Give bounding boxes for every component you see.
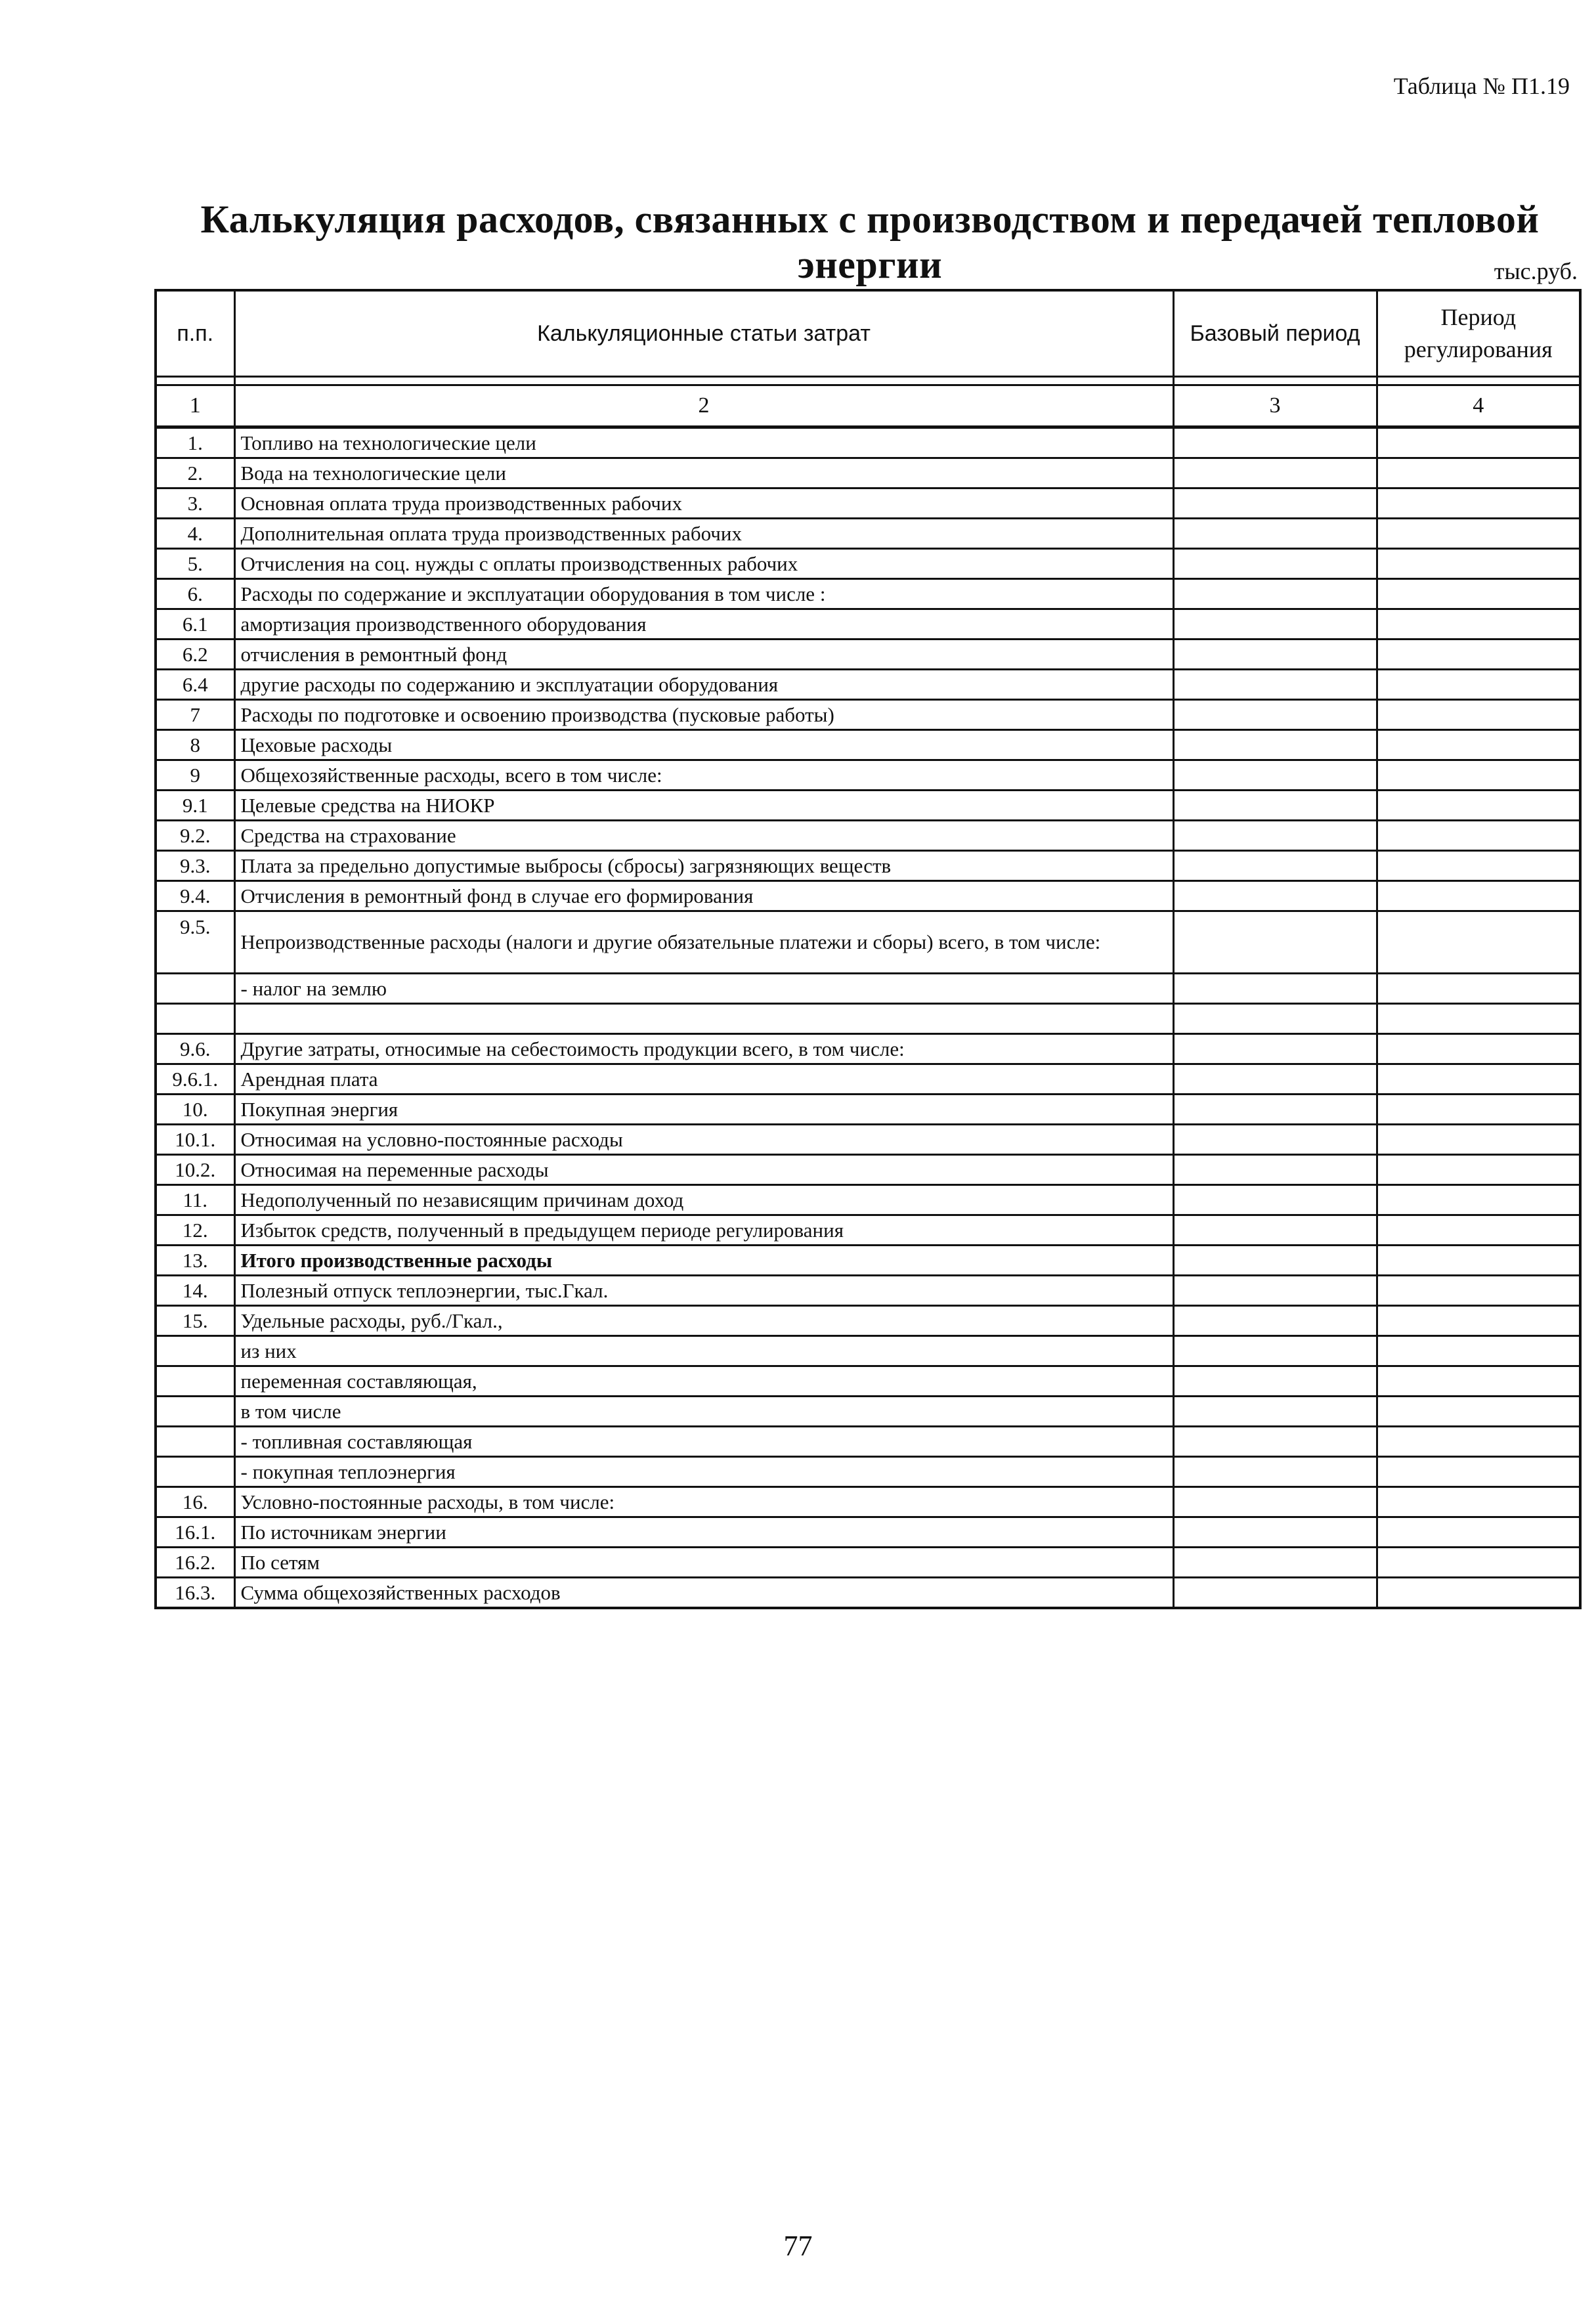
cost-item-label: Расходы по подготовке и освоению производства (пусковые работы) xyxy=(234,700,1173,730)
cost-item-label: из них xyxy=(234,1336,1173,1366)
header-base-period: Базовый период xyxy=(1173,290,1377,377)
regulation-period-cell xyxy=(1377,549,1580,579)
table-row xyxy=(156,1306,1580,1336)
cost-item-label: Общехозяйственные расходы, всего в том числе: xyxy=(234,760,1173,791)
table-row xyxy=(156,640,1580,670)
cost-item-label: - топливная составляющая xyxy=(234,1427,1173,1457)
table-row xyxy=(156,1215,1580,1246)
table-number: Таблица № П1.19 xyxy=(1393,73,1570,99)
row-number: 10.1. xyxy=(156,1125,234,1155)
base-period-cell xyxy=(1173,1276,1377,1306)
regulation-period-cell xyxy=(1377,911,1580,974)
header-regulation-period: Период регулирования xyxy=(1377,290,1580,377)
base-period-cell xyxy=(1173,427,1377,458)
base-period-cell xyxy=(1173,821,1377,851)
base-period-cell xyxy=(1173,1034,1377,1064)
row-number: 10.2. xyxy=(156,1155,234,1185)
row-number: 9.4. xyxy=(156,881,234,911)
base-period-cell xyxy=(1173,1397,1377,1427)
row-number: 5. xyxy=(156,549,234,579)
base-period-cell xyxy=(1173,579,1377,609)
row-number: 9.2. xyxy=(156,821,234,851)
regulation-period-cell xyxy=(1377,579,1580,609)
cost-item-label: Удельные расходы, руб./Гкал., xyxy=(234,1306,1173,1336)
regulation-period-cell xyxy=(1377,670,1580,700)
regulation-period-cell xyxy=(1377,519,1580,549)
base-period-cell xyxy=(1173,640,1377,670)
regulation-period-cell xyxy=(1377,1578,1580,1609)
base-period-cell xyxy=(1173,1457,1377,1487)
regulation-period-cell xyxy=(1377,458,1580,488)
base-period-cell xyxy=(1173,1246,1377,1276)
cost-item-label: Сумма общехозяйственных расходов xyxy=(234,1578,1173,1609)
base-period-cell xyxy=(1173,1155,1377,1185)
cost-item-label: амортизация производственного оборудования xyxy=(234,609,1173,640)
row-number: 6.4 xyxy=(156,670,234,700)
row-number: 16.1. xyxy=(156,1517,234,1548)
base-period-cell xyxy=(1173,1064,1377,1095)
table-row xyxy=(156,1034,1580,1064)
regulation-period-cell xyxy=(1377,1366,1580,1397)
cost-item-label: Вода на технологические цели xyxy=(234,458,1173,488)
row-number: 14. xyxy=(156,1276,234,1306)
header-number: п.п. xyxy=(156,290,234,377)
document-title: Калькуляция расходов, связанных с производством и передачей тепловой энергии xyxy=(200,198,1540,286)
base-period-cell xyxy=(1173,670,1377,700)
table-row xyxy=(156,1578,1580,1609)
row-number: 6.2 xyxy=(156,640,234,670)
base-period-cell xyxy=(1173,1336,1377,1366)
column-number: 2 xyxy=(234,385,1173,427)
row-number: 16. xyxy=(156,1487,234,1517)
cost-item-label: Недополученный по независящим причинам доход xyxy=(234,1185,1173,1215)
cost-item-label: Расходы по содержание и эксплуатации оборудования в том числе : xyxy=(234,579,1173,609)
regulation-period-cell xyxy=(1377,1034,1580,1064)
table-row xyxy=(156,1125,1580,1155)
regulation-period-cell xyxy=(1377,1548,1580,1578)
table-row xyxy=(156,1155,1580,1185)
column-number: 4 xyxy=(1377,385,1580,427)
cost-item-label: Покупная энергия xyxy=(234,1095,1173,1125)
row-number: 13. xyxy=(156,1246,234,1276)
base-period-cell xyxy=(1173,974,1377,1004)
units-label: тыс.руб. xyxy=(1494,258,1578,284)
table-row xyxy=(156,730,1580,760)
row-number: 9.3. xyxy=(156,851,234,881)
base-period-cell xyxy=(1173,881,1377,911)
regulation-period-cell xyxy=(1377,730,1580,760)
regulation-period-cell xyxy=(1377,1276,1580,1306)
cost-item-label: Целевые средства на НИОКР xyxy=(234,791,1173,821)
row-number: 16.2. xyxy=(156,1548,234,1578)
row-number: 9.1 xyxy=(156,791,234,821)
base-period-cell xyxy=(1173,1548,1377,1578)
table-row xyxy=(156,549,1580,579)
cost-item-label: Относимая на переменные расходы xyxy=(234,1155,1173,1185)
regulation-period-cell xyxy=(1377,974,1580,1004)
cost-calculation-table xyxy=(154,289,1582,1609)
row-number xyxy=(156,974,234,1004)
row-number: 6. xyxy=(156,579,234,609)
row-number xyxy=(156,1397,234,1427)
base-period-cell xyxy=(1173,1125,1377,1155)
table-row xyxy=(156,427,1580,458)
base-period-cell xyxy=(1173,549,1377,579)
row-number: 7 xyxy=(156,700,234,730)
regulation-period-cell xyxy=(1377,609,1580,640)
row-number: 15. xyxy=(156,1306,234,1336)
table-row xyxy=(156,1548,1580,1578)
base-period-cell xyxy=(1173,1487,1377,1517)
row-number: 1. xyxy=(156,427,234,458)
regulation-period-cell xyxy=(1377,1336,1580,1366)
column-number-row xyxy=(156,385,1580,427)
table-row xyxy=(156,821,1580,851)
table-row xyxy=(156,911,1580,974)
base-period-cell xyxy=(1173,1185,1377,1215)
regulation-period-cell xyxy=(1377,1487,1580,1517)
row-number xyxy=(156,1366,234,1397)
table-row xyxy=(156,1064,1580,1095)
cost-item-label: в том числе xyxy=(234,1397,1173,1427)
table-row xyxy=(156,609,1580,640)
row-number xyxy=(156,1004,234,1034)
regulation-period-cell xyxy=(1377,1185,1580,1215)
table-row xyxy=(156,458,1580,488)
cost-item-label: По сетям xyxy=(234,1548,1173,1578)
base-period-cell xyxy=(1173,609,1377,640)
regulation-period-cell xyxy=(1377,791,1580,821)
base-period-cell xyxy=(1173,519,1377,549)
base-period-cell xyxy=(1173,1004,1377,1034)
cost-item-label: Плата за предельно допустимые выбросы (сбросы) загрязняющих веществ xyxy=(234,851,1173,881)
cost-item-label: Цеховые расходы xyxy=(234,730,1173,760)
cost-item-label: - налог на землю xyxy=(234,974,1173,1004)
base-period-cell xyxy=(1173,1578,1377,1609)
table-row xyxy=(156,1185,1580,1215)
table-body xyxy=(156,377,1580,1609)
table-row xyxy=(156,1276,1580,1306)
base-period-cell xyxy=(1173,1366,1377,1397)
cost-item-label: другие расходы по содержанию и эксплуатации оборудования xyxy=(234,670,1173,700)
row-number: 8 xyxy=(156,730,234,760)
regulation-period-cell xyxy=(1377,1004,1580,1034)
regulation-period-cell xyxy=(1377,640,1580,670)
row-number: 9.6.1. xyxy=(156,1064,234,1095)
base-period-cell xyxy=(1173,791,1377,821)
cost-item-label: Условно-постоянные расходы, в том числе: xyxy=(234,1487,1173,1517)
table-row xyxy=(156,851,1580,881)
cost-item-label: Итого производственные расходы xyxy=(234,1246,1173,1276)
table-row xyxy=(156,670,1580,700)
regulation-period-cell xyxy=(1377,1306,1580,1336)
table-row xyxy=(156,1336,1580,1366)
row-number: 4. xyxy=(156,519,234,549)
row-number: 6.1 xyxy=(156,609,234,640)
regulation-period-cell xyxy=(1377,881,1580,911)
cost-item-label: отчисления в ремонтный фонд xyxy=(234,640,1173,670)
cost-item-label: Арендная плата xyxy=(234,1064,1173,1095)
cost-item-label xyxy=(234,1004,1173,1034)
table-row xyxy=(156,1397,1580,1427)
row-number: 12. xyxy=(156,1215,234,1246)
cost-item-label: Полезный отпуск теплоэнергии, тыс.Гкал. xyxy=(234,1276,1173,1306)
row-number: 10. xyxy=(156,1095,234,1125)
regulation-period-cell xyxy=(1377,1397,1580,1427)
regulation-period-cell xyxy=(1377,488,1580,519)
cost-item-label: Относимая на условно-постоянные расходы xyxy=(234,1125,1173,1155)
table-row xyxy=(156,1457,1580,1487)
table-row xyxy=(156,1366,1580,1397)
row-number xyxy=(156,1336,234,1366)
base-period-cell xyxy=(1173,911,1377,974)
cost-item-label: Основная оплата труда производственных рабочих xyxy=(234,488,1173,519)
base-period-cell xyxy=(1173,1215,1377,1246)
row-number: 2. xyxy=(156,458,234,488)
regulation-period-cell xyxy=(1377,760,1580,791)
cost-item-label: Другие затраты, относимые на себестоимость продукции всего, в том числе: xyxy=(234,1034,1173,1064)
cost-table-container xyxy=(154,289,1579,1609)
base-period-cell xyxy=(1173,1517,1377,1548)
table-row xyxy=(156,488,1580,519)
base-period-cell xyxy=(1173,760,1377,791)
regulation-period-cell xyxy=(1377,1095,1580,1125)
table-row xyxy=(156,1517,1580,1548)
base-period-cell xyxy=(1173,1427,1377,1457)
row-number: 9.6. xyxy=(156,1034,234,1064)
cost-item-label: Дополнительная оплата труда производственных рабочих xyxy=(234,519,1173,549)
table-row xyxy=(156,1427,1580,1457)
base-period-cell xyxy=(1173,1306,1377,1336)
regulation-period-cell xyxy=(1377,700,1580,730)
row-number: 9.5. xyxy=(156,911,234,974)
base-period-cell xyxy=(1173,488,1377,519)
regulation-period-cell xyxy=(1377,1215,1580,1246)
table-row xyxy=(156,700,1580,730)
regulation-period-cell xyxy=(1377,427,1580,458)
header-cost-item: Калькуляционные статьи затрат xyxy=(234,290,1173,377)
base-period-cell xyxy=(1173,700,1377,730)
column-number: 3 xyxy=(1173,385,1377,427)
row-number: 3. xyxy=(156,488,234,519)
table-row xyxy=(156,791,1580,821)
table-row xyxy=(156,881,1580,911)
table-row xyxy=(156,519,1580,549)
cost-item-label: Средства на страхование xyxy=(234,821,1173,851)
base-period-cell xyxy=(1173,851,1377,881)
row-number: 9 xyxy=(156,760,234,791)
table-row xyxy=(156,579,1580,609)
cost-item-label: переменная составляющая, xyxy=(234,1366,1173,1397)
regulation-period-cell xyxy=(1377,1064,1580,1095)
cost-item-label: Избыток средств, полученный в предыдущем периоде регулирования xyxy=(234,1215,1173,1246)
row-number: 11. xyxy=(156,1185,234,1215)
cost-item-label: Непроизводственные расходы (налоги и другие обязательные платежи и сборы) всего, в том числе: xyxy=(234,911,1173,974)
row-number xyxy=(156,1427,234,1457)
cost-item-label: Отчисления в ремонтный фонд в случае его формирования xyxy=(234,881,1173,911)
base-period-cell xyxy=(1173,730,1377,760)
regulation-period-cell xyxy=(1377,1427,1580,1457)
table-row xyxy=(156,1004,1580,1034)
regulation-period-cell xyxy=(1377,1517,1580,1548)
regulation-period-cell xyxy=(1377,1125,1580,1155)
column-number: 1 xyxy=(156,385,234,427)
cost-item-label: Отчисления на соц. нужды с оплаты производственных рабочих xyxy=(234,549,1173,579)
spacer-row xyxy=(156,377,1580,385)
regulation-period-cell xyxy=(1377,1155,1580,1185)
base-period-cell xyxy=(1173,1095,1377,1125)
cost-item-label: По источникам энергии xyxy=(234,1517,1173,1548)
regulation-period-cell xyxy=(1377,1246,1580,1276)
table-row xyxy=(156,1246,1580,1276)
page-number: 77 xyxy=(783,2230,813,2262)
row-number: 16.3. xyxy=(156,1578,234,1609)
regulation-period-cell xyxy=(1377,821,1580,851)
table-row xyxy=(156,760,1580,791)
regulation-period-cell xyxy=(1377,851,1580,881)
regulation-period-cell xyxy=(1377,1457,1580,1487)
table-header-row xyxy=(156,290,1580,377)
table-row xyxy=(156,974,1580,1004)
cost-item-label: - покупная теплоэнергия xyxy=(234,1457,1173,1487)
row-number xyxy=(156,1457,234,1487)
base-period-cell xyxy=(1173,458,1377,488)
cost-item-label: Топливо на технологические цели xyxy=(234,427,1173,458)
table-row xyxy=(156,1095,1580,1125)
table-row xyxy=(156,1487,1580,1517)
